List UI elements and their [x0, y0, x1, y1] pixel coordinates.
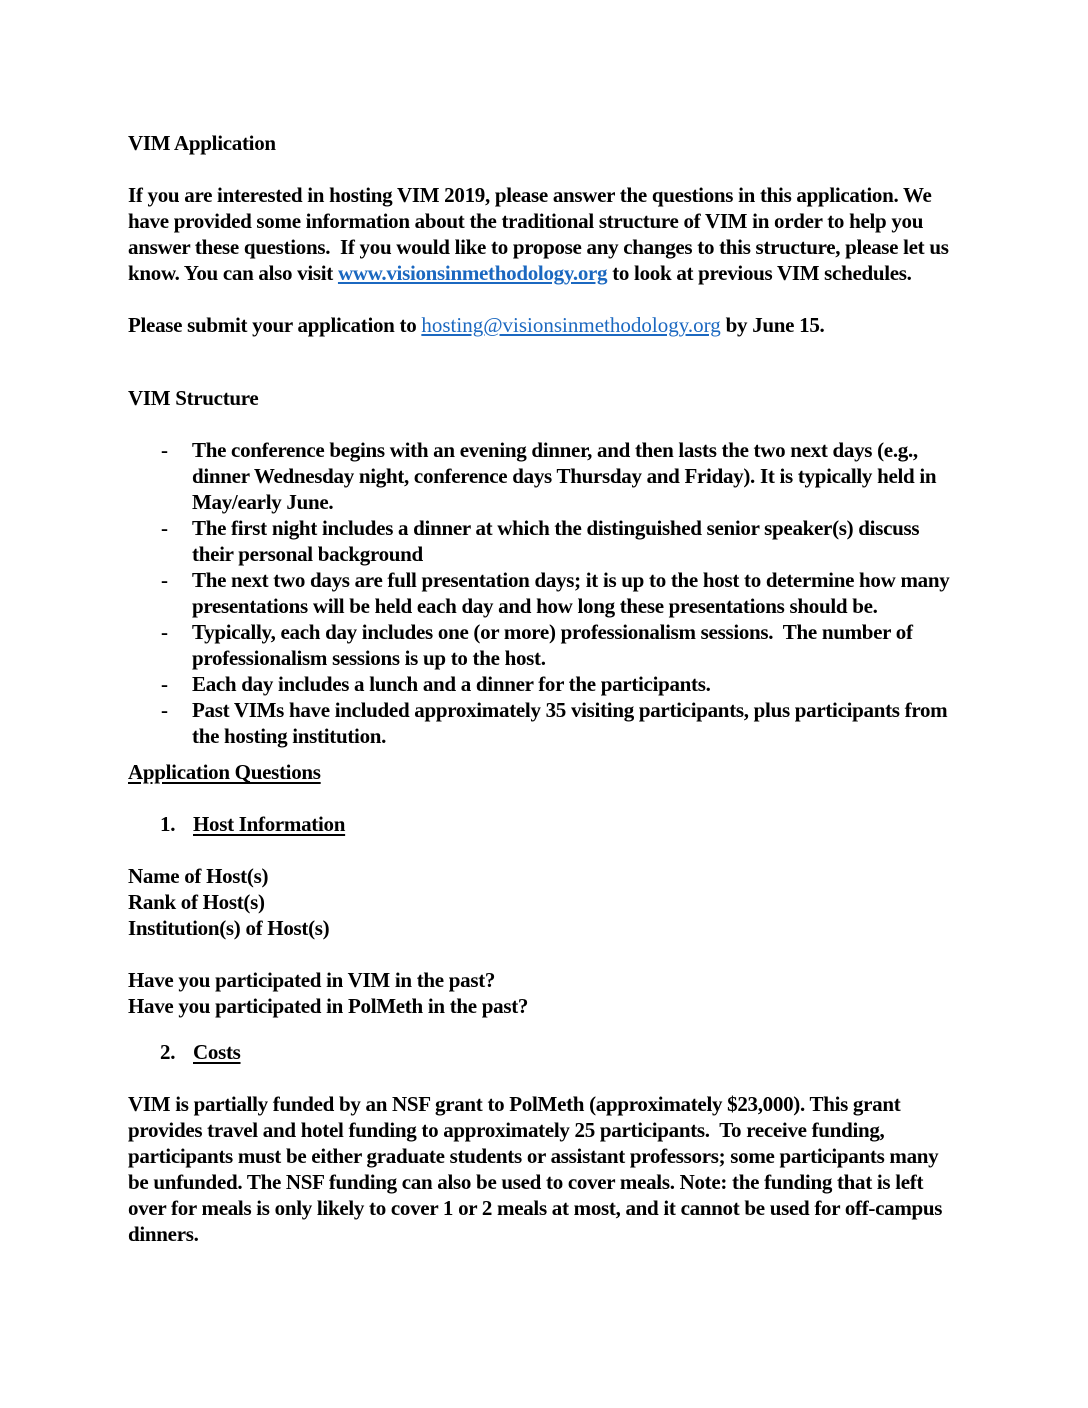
- question-heading-costs: [128, 1039, 960, 1065]
- application-questions-heading: Application Questions: [128, 760, 321, 784]
- costs-paragraph: VIM is partially funded by an NSF grant to PolMeth (approximately $23,000). This grant provides travel and hotel funding to approximately 25 participants. To receive funding, participants must be either graduate students or assistant professors; some participants many be unfunded. The NSF funding can also be used to cover meals. Note: the funding that is left over for meals is only likely to cover 1 or 2 meals at most, and it cannot be used for off-campus dinners.: [128, 1092, 948, 1246]
- list-item: [128, 515, 960, 567]
- host-field-institution: Institution(s) of Host(s): [128, 916, 330, 940]
- structure-bullet-list: [128, 437, 960, 749]
- submit-paragraph: [128, 312, 960, 338]
- bullet-dash: -: [161, 698, 168, 722]
- intro-paragraph: [128, 182, 960, 286]
- question-title: Host Information: [193, 812, 346, 836]
- submit-text-after: by June 15.: [720, 313, 825, 337]
- host-field-rank: Rank of Host(s): [128, 890, 265, 914]
- bullet-text: The first night includes a dinner at which the distinguished senior speaker(s) discuss their personal background: [192, 516, 925, 566]
- bullet-text: The conference begins with an evening dinner, and then lasts the two next days (e.g., dinner Wednesday night, conference days Thursday and Friday). It is typically held in May/early June.: [192, 438, 942, 514]
- question-number: 2.: [160, 1040, 176, 1064]
- bullet-dash: -: [161, 672, 168, 696]
- bullet-text: Past VIMs have included approximately 35 visiting participants, plus participants from the hosting institution.: [192, 698, 953, 748]
- intro-text-before: If you are interested in hosting VIM 2019, please answer the questions in this application. We have provided some information about the traditional structure of VIM in order to help you answer these questions. If you would like to propose any changes to this structure, please let us know. You can also visit: [128, 183, 954, 285]
- bullet-text: Each day includes a lunch and a dinner for the participants.: [192, 672, 711, 696]
- bullet-dash: -: [161, 438, 168, 462]
- list-item: [128, 671, 960, 697]
- list-item: [128, 437, 960, 515]
- email-link[interactable]: hosting@visionsinmethodology.org: [421, 313, 721, 337]
- list-item: [128, 567, 960, 619]
- bullet-dash: -: [161, 620, 168, 644]
- list-item: [128, 619, 960, 671]
- host-fields-block: [128, 863, 960, 941]
- intro-text-after: to look at previous VIM schedules.: [607, 261, 912, 285]
- bullet-text: Typically, each day includes one (or more) professionalism sessions. The number of professionalism sessions is up to the host.: [192, 620, 918, 670]
- participation-question-polmeth: Have you participated in PolMeth in the past?: [128, 994, 529, 1018]
- question-heading-host-information: [128, 811, 960, 837]
- bullet-dash: -: [161, 516, 168, 540]
- bullet-text: The next two days are full presentation days; it is up to the host to determine how many presentations will be held each day and how long these presentations should be.: [192, 568, 955, 618]
- website-link[interactable]: www.visionsinmethodology.org: [337, 261, 608, 285]
- host-field-name: Name of Host(s): [128, 864, 269, 888]
- question-title: Costs: [193, 1040, 241, 1064]
- question-number: 1.: [160, 812, 176, 836]
- submit-text-before: Please submit your application to: [128, 313, 422, 337]
- list-item: [128, 697, 960, 749]
- structure-heading: VIM Structure: [128, 386, 259, 410]
- bullet-dash: -: [161, 568, 168, 592]
- page-title: VIM Application: [128, 131, 276, 155]
- participation-questions-block: [128, 967, 960, 1019]
- participation-question-vim: Have you participated in VIM in the past?: [128, 968, 496, 992]
